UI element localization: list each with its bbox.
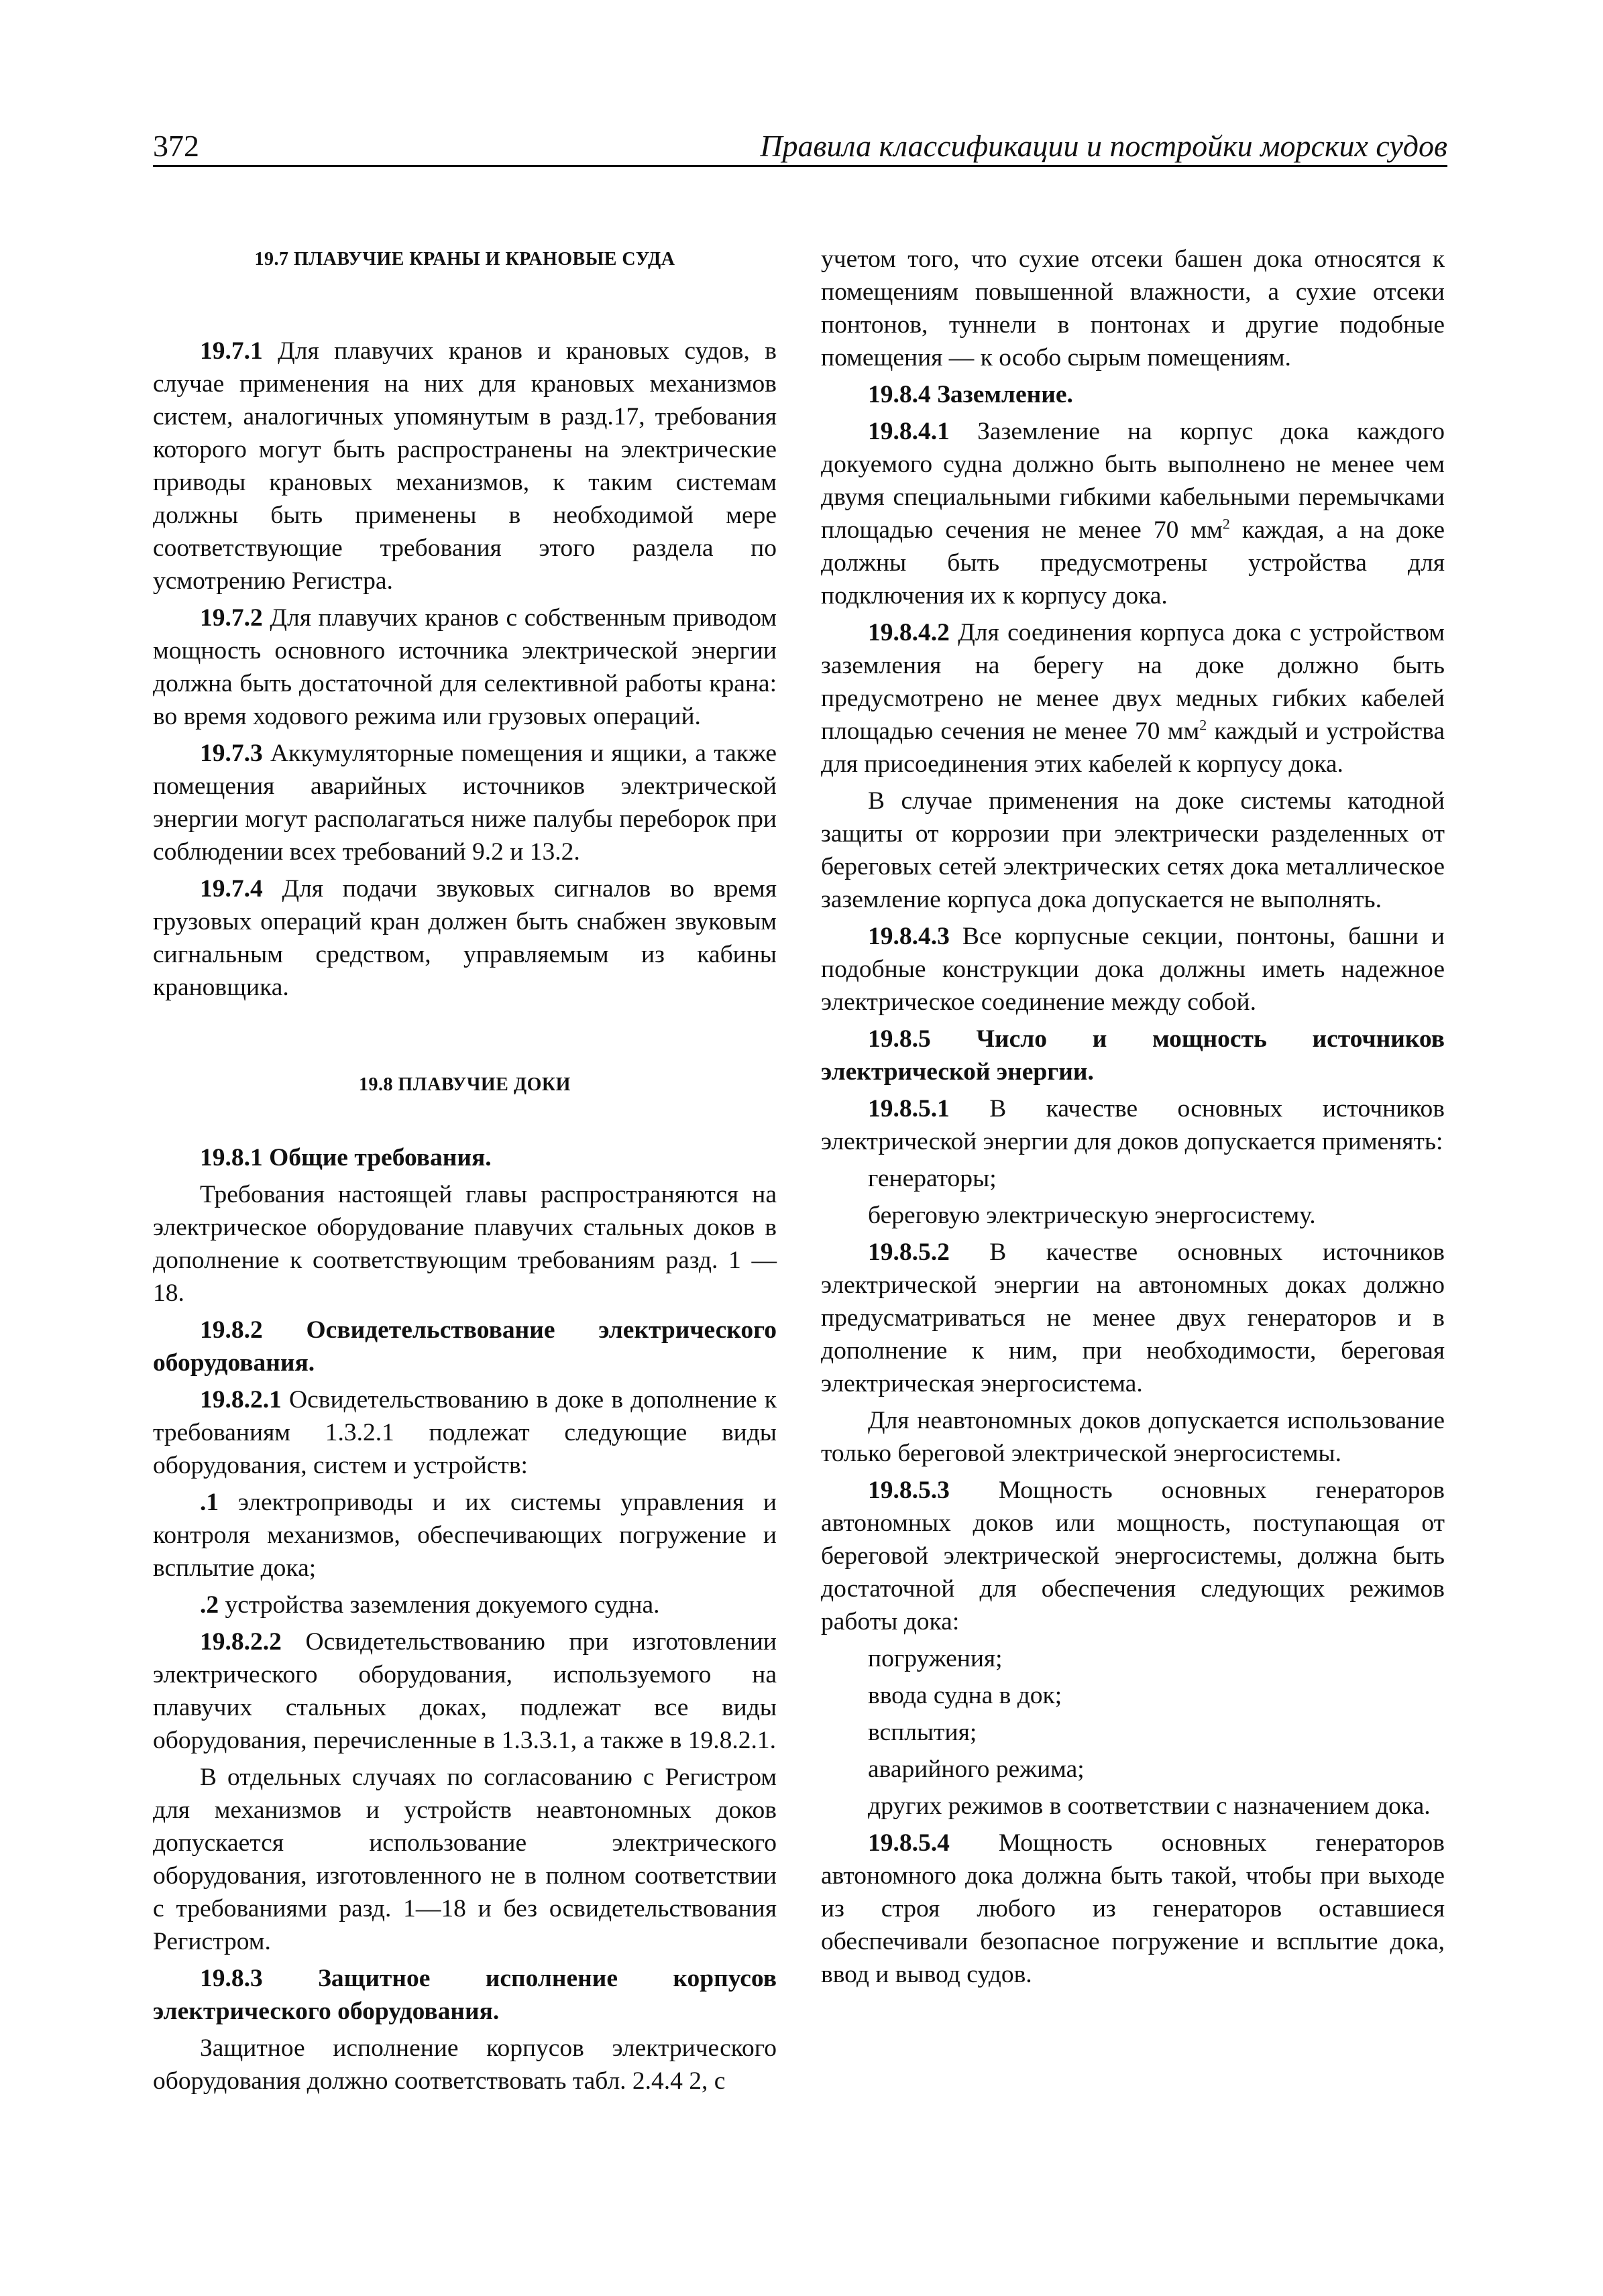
clause-number: 19.8.5.3 <box>868 1477 950 1504</box>
paragraph-text: Аккумуляторные помещения и ящики, а также помещения аварийных источников электрической энергии могут располагаться ниже палубы переборок при соблюдении всех требований 9.2 и 13.2. <box>153 740 777 866</box>
paragraph-text: Мощность основных генераторов автономного дока должна быть такой, чтобы при выходе из строя любого из генераторов оставшиеся обеспечивали безопасное погружение и всплытие дока, ввод и вывод судов. <box>821 1829 1445 1988</box>
paragraph-19-8-4-2 <box>821 616 1445 781</box>
paragraph-19-7-4 <box>153 872 777 1004</box>
heading-19-8-5: 19.8.5 Число и мощность источников электрической энергии. <box>821 1025 1445 1086</box>
list-item-vessel-entry: ввода судна в док; <box>868 1682 1062 1709</box>
list-item-shore-grid: береговую электрическую энергосистему. <box>868 1202 1316 1229</box>
paragraph-19-8-4-1 <box>821 415 1445 612</box>
item-number: .1 <box>200 1489 219 1516</box>
paragraph-19-8-5-3 <box>821 1474 1445 1638</box>
heading-19-8-4: 19.8.4 Заземление. <box>868 381 1073 408</box>
clause-number: 19.8.5.2 <box>868 1239 950 1266</box>
paragraph-19-8-5-1 <box>821 1092 1445 1158</box>
item-number: .2 <box>200 1591 219 1619</box>
paragraph-text: Для плавучих кранов и крановых судов, в случае применения на них для крановых механизмов систем, аналогичных упомянутым в разд.17, требования которого могут быть распространены на электрические приводы крановых механизмов, к таким системам должны быть применены в необходимой мере соответствующие требования этого раздела по усмотрению Регистра. <box>153 337 777 595</box>
paragraph-text: В качестве основных источников электрической энергии на автономных доках должно предусматриваться не менее двух генераторов и в дополнение к ним, при необходимости, береговая электрическая энергосистема. <box>821 1239 1445 1397</box>
clause-number: 19.8.4.1 <box>868 418 950 445</box>
section-19-7-title: 19.7 ПЛАВУЧИЕ КРАНЫ И КРАНОВЫЕ СУДА <box>254 249 675 270</box>
page-number: 372 <box>153 129 199 163</box>
paragraph-text: Для подачи звуковых сигналов во время грузовых операций кран должен быть снабжен звуковым сигнальным средством, управляемым из кабины крановщика. <box>153 875 777 1001</box>
paragraph-text: каждая, а на доке должны быть предусмотрены устройства для подключения их к корпусу дока. <box>821 516 1445 610</box>
list-item-floating: всплытия; <box>868 1719 977 1746</box>
clause-number: 19.8.5.1 <box>868 1095 950 1123</box>
paragraph-text: В качестве основных источников электрической энергии для доков допускается применять: <box>821 1095 1445 1155</box>
paragraph-19-8-1: Требования настоящей главы распространяются на электрическое оборудование плавучих стальных доков в дополнение к соответствующим требованиям разд. 1 — 18. <box>153 1181 777 1307</box>
clause-number: 19.7.4 <box>200 875 263 903</box>
item-text: электроприводы и их системы управления и контроля механизмов, обеспечивающих погружение и всплытие дока; <box>153 1489 777 1582</box>
superscript: 2 <box>1222 515 1230 532</box>
clause-number: 19.8.2.1 <box>200 1386 282 1414</box>
paragraph-cathodic-protection: В случае применения на доке системы катодной защиты от коррозии при электрически разделенных от береговых сетей электрических сетях дока металлическое заземление корпуса дока допускается не выполнять. <box>821 787 1445 913</box>
paragraph-19-7-1 <box>153 335 777 597</box>
paragraph-non-autonomous: Для неавтономных доков допускается использование только береговой электрической энергосистемы. <box>821 1407 1445 1467</box>
heading-19-8-2: 19.8.2 Освидетельствование электрического оборудования. <box>153 1316 777 1377</box>
clause-number: 19.7.3 <box>200 740 263 767</box>
paragraph-19-8-2-1 <box>153 1383 777 1482</box>
superscript: 2 <box>1199 716 1207 734</box>
paragraph-text: Для плавучих кранов с собственным приводом мощность основного источника электрической энергии должна быть достаточной для селективной работы крана: во время ходового режима или грузовых операций. <box>153 604 777 730</box>
paragraph-19-8-5-4 <box>821 1827 1445 1991</box>
page-header <box>153 127 1447 167</box>
clause-number: 19.8.4.3 <box>868 923 950 950</box>
section-19-8-title: 19.8 ПЛАВУЧИЕ ДОКИ <box>359 1074 571 1095</box>
paragraph-text: Освидетельствованию при изготовлении электрического оборудования, используемого на плавучих стальных доках, подлежат все виды оборудования, перечисленные в 1.3.3.1, а также в 19.8.2.1. <box>153 1628 777 1754</box>
heading-19-8-1: 19.8.1 Общие требования. <box>200 1144 492 1171</box>
clause-number: 19.7.2 <box>200 604 263 632</box>
paragraph-19-8-3: Защитное исполнение корпусов электрического оборудования должно соответствовать табл. 2.4.4 2, с <box>153 2034 777 2095</box>
list-item-emergency: аварийного режима; <box>868 1756 1085 1783</box>
list-item-1 <box>153 1486 777 1585</box>
left-column <box>153 243 777 2102</box>
list-item-other-modes: других режимов в соответствии с назначением дока. <box>868 1792 1431 1820</box>
paragraph-text: Заземление на корпус дока каждого докуемого судна должно быть выполнено не менее чем двумя специальными гибкими кабельными перемычками площадью сечения не менее 70 мм <box>821 418 1445 544</box>
paragraph-text: каждый и устройства для присоединения этих кабелей к корпусу дока. <box>821 718 1445 778</box>
clause-number: 19.8.5.4 <box>868 1829 950 1857</box>
paragraph-19-7-3 <box>153 737 777 868</box>
paragraph-19-8-5-2 <box>821 1236 1445 1400</box>
paragraph-text: Мощность основных генераторов автономных доков или мощность, поступающая от береговой электрической энергосистемы, должна быть достаточной для обеспечения следующих режимов работы дока: <box>821 1477 1445 1635</box>
paragraph-text: Все корпусные секции, понтоны, башни и подобные конструкции дока должны иметь надежное электрическое соединение между собой. <box>821 923 1445 1016</box>
right-column <box>821 243 1445 1995</box>
clause-number: 19.7.1 <box>200 337 263 365</box>
list-item-generators: генераторы; <box>868 1165 997 1192</box>
list-item-2 <box>153 1589 777 1621</box>
paragraph-text: Для соединения корпуса дока с устройством заземления на берегу на доке должно быть предусмотрено не менее двух медных гибких кабелей площадью сечения не менее 70 мм <box>821 619 1445 745</box>
clause-number: 19.8.4.2 <box>868 619 950 646</box>
paragraph-19-8-2-2 <box>153 1625 777 1757</box>
clause-number: 19.8.2.2 <box>200 1628 282 1656</box>
running-title: Правила классификации и постройки морских судов <box>760 129 1447 163</box>
list-item-submerge: погружения; <box>868 1645 1003 1672</box>
paragraph-19-8-4-3 <box>821 920 1445 1019</box>
heading-19-8-3: 19.8.3 Защитное исполнение корпусов электрического оборудования. <box>153 1965 777 2025</box>
paragraph-special-cases: В отдельных случаях по согласованию с Регистром для механизмов и устройств неавтономных доков допускается использование электрического оборудования, изготовленного не в полном соответствии с требованиями разд. 1—18 и без освидетельствования Регистром. <box>153 1764 777 1955</box>
paragraph-text: Освидетельствованию в доке в дополнение к требованиям 1.3.2.1 подлежат следующие виды оборудования, систем и устройств: <box>153 1386 777 1479</box>
item-text: устройства заземления докуемого судна. <box>219 1591 660 1619</box>
paragraph-continuation: учетом того, что сухие отсеки башен дока относятся к помещениям повышенной влажности, а сухие отсеки понтонов, туннели в понтонах и другие подобные помещения — к особо сырым помещениям. <box>821 245 1445 371</box>
paragraph-19-7-2 <box>153 601 777 733</box>
